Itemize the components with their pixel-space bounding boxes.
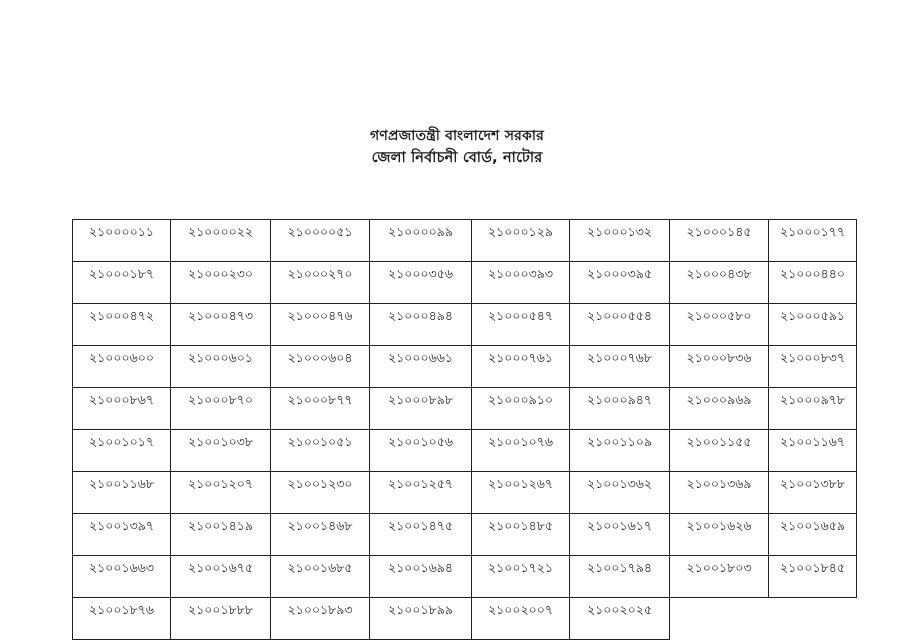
roll-number-cell: ২১০০০১৩২ xyxy=(570,220,670,262)
roll-number-cell: ২১০০০৮৩৬ xyxy=(670,346,769,388)
roll-number-cell: ২১০০০০১১ xyxy=(73,220,171,262)
roll-number-cell: ২১০০১৩৯৭ xyxy=(73,514,171,556)
roll-number-cell: ২১০০০৯১০ xyxy=(472,388,570,430)
roll-number-cell: ২১০০০৩৯৫ xyxy=(570,262,670,304)
roll-number-cell: ২১০০০৪৭২ xyxy=(73,304,171,346)
roll-number-cell: ২১০০২০২৫ xyxy=(570,598,670,640)
roll-number-cell: ২১০০০৪৯৪ xyxy=(370,304,472,346)
roll-number-table xyxy=(72,219,857,640)
roll-number-cell: ২১০০০৪৩৮ xyxy=(670,262,769,304)
roll-number-cell: ২১০০০৫৫৪ xyxy=(570,304,670,346)
roll-number-cell: ২১০০০৮৬৭ xyxy=(73,388,171,430)
roll-number-cell: ২১০০১৬৯৪ xyxy=(370,556,472,598)
roll-number-cell: ২১০০১০৫৬ xyxy=(370,430,472,472)
roll-number-cell: ২১০০১১৬৮ xyxy=(73,472,171,514)
roll-number-cell: ২১০০০০৯৯ xyxy=(370,220,472,262)
roll-number-cell: ২১০০১০৭৬ xyxy=(472,430,570,472)
roll-number-cell: ২১০০১০৫১ xyxy=(271,430,370,472)
roll-number-cell: ২১০০১৬৬৩ xyxy=(73,556,171,598)
roll-number-cell: ২১০০১৩৬২ xyxy=(570,472,670,514)
roll-number-cell: ২১০০১৩৮৮ xyxy=(769,472,857,514)
roll-number-cell: ২১০০১২০৭ xyxy=(171,472,271,514)
roll-number-cell: ২১০০০৪৭৬ xyxy=(271,304,370,346)
roll-number-cell: ২১০০০৩৫৬ xyxy=(370,262,472,304)
roll-number-cell: ২১০০১৪৭৫ xyxy=(370,514,472,556)
roll-number-cell: ২১০০১২৩০ xyxy=(271,472,370,514)
roll-number-cell: ২১০০০৯৬৯ xyxy=(670,388,769,430)
roll-number-cell: ২১০০০৪৪০ xyxy=(769,262,857,304)
roll-number-cell: ২১০০০১৭৭ xyxy=(769,220,857,262)
roll-number-cell: ২১০০১৮৭৬ xyxy=(73,598,171,640)
roll-number-cell: ২১০০০২৭০ xyxy=(271,262,370,304)
empty-cell xyxy=(670,598,769,640)
roll-number-cell: ২১০০১৬৫৯ xyxy=(769,514,857,556)
roll-number-cell: ২১০০০৫৮০ xyxy=(670,304,769,346)
table-row xyxy=(73,220,857,262)
roll-number-cell: ২১০০১০৩৮ xyxy=(171,430,271,472)
roll-number-cell: ২১০০০৬০১ xyxy=(171,346,271,388)
roll-number-cell: ২১০০০৫৯১ xyxy=(769,304,857,346)
roll-number-cell: ২১০০০৮৭৭ xyxy=(271,388,370,430)
roll-number-cell: ২১০০১১৬৭ xyxy=(769,430,857,472)
roll-number-cell: ২১০০১৪৬৮ xyxy=(271,514,370,556)
roll-number-cell: ২১০০১৮৪৫ xyxy=(769,556,857,598)
heading-election-board: জেলা নির্বাচনী বোর্ড, নাটোর xyxy=(371,150,543,166)
roll-number-cell: ২১০০১২৫৭ xyxy=(370,472,472,514)
empty-cell xyxy=(769,598,857,640)
roll-number-cell: ২১০০০৪৭৩ xyxy=(171,304,271,346)
roll-number-cell: ২১০০০১৮৭ xyxy=(73,262,171,304)
table-row xyxy=(73,262,857,304)
roll-number-cell: ২১০০০৯৭৮ xyxy=(769,388,857,430)
roll-number-cell: ২১০০১৭৯৪ xyxy=(570,556,670,598)
table-row xyxy=(73,346,857,388)
roll-number-cell: ২১০০১৮৮৮ xyxy=(171,598,271,640)
roll-number-cell: ২১০০০১২৯ xyxy=(472,220,570,262)
roll-number-cell: ২১০০০৭৬৮ xyxy=(570,346,670,388)
roll-number-cell: ২১০০০২৩০ xyxy=(171,262,271,304)
roll-number-cell: ২১০০০০২২ xyxy=(171,220,271,262)
roll-number-cell: ২১০০০৬৬১ xyxy=(370,346,472,388)
roll-number-cell: ২১০০১৬২৬ xyxy=(670,514,769,556)
roll-number-cell: ২১০০১৭২১ xyxy=(472,556,570,598)
roll-number-cell: ২১০০২০০৭ xyxy=(472,598,570,640)
roll-number-cell: ২১০০০৬০০ xyxy=(73,346,171,388)
roll-number-cell: ২১০০০৬০৪ xyxy=(271,346,370,388)
roll-number-cell: ২১০০১১৫৫ xyxy=(670,430,769,472)
roll-number-cell: ২১০০১২৬৭ xyxy=(472,472,570,514)
roll-number-cell: ২১০০০৮৯৮ xyxy=(370,388,472,430)
roll-number-cell: ২১০০০৮৩৭ xyxy=(769,346,857,388)
roll-number-cell: ২১০০০৮৭০ xyxy=(171,388,271,430)
roll-number-cell: ২১০০১৬১৭ xyxy=(570,514,670,556)
roll-number-cell: ২১০০১৪৮৫ xyxy=(472,514,570,556)
roll-number-cell: ২১০০১৮৯৯ xyxy=(370,598,472,640)
table-row xyxy=(73,304,857,346)
roll-number-cell: ২১০০০৩৯৩ xyxy=(472,262,570,304)
table-row xyxy=(73,430,857,472)
roll-number-cell: ২১০০১১০৯ xyxy=(570,430,670,472)
roll-number-cell: ২১০০১০১৭ xyxy=(73,430,171,472)
table-row xyxy=(73,472,857,514)
roll-number-cell: ২১০০১৪১৯ xyxy=(171,514,271,556)
roll-number-cell: ২১০০১৮০৩ xyxy=(670,556,769,598)
roll-number-cell: ২১০০০৭৬১ xyxy=(472,346,570,388)
table-row xyxy=(73,556,857,598)
roll-number-cell: ২১০০০৯৪৭ xyxy=(570,388,670,430)
roll-number-cell: ২১০০০০৫১ xyxy=(271,220,370,262)
roll-number-cell: ২১০০১৮৯৩ xyxy=(271,598,370,640)
roll-number-cell: ২১০০১৬৭৫ xyxy=(171,556,271,598)
table-row xyxy=(73,514,857,556)
table-row xyxy=(73,388,857,430)
heading-government: গণপ্রজাতন্ত্রী বাংলাদেশ সরকার xyxy=(370,128,544,144)
roll-number-cell: ২১০০০৫৪৭ xyxy=(472,304,570,346)
roll-number-cell: ২১০০১৬৮৫ xyxy=(271,556,370,598)
roll-number-cell: ২১০০০১৪৫ xyxy=(670,220,769,262)
roll-number-cell: ২১০০১৩৬৯ xyxy=(670,472,769,514)
table-row xyxy=(73,598,857,640)
